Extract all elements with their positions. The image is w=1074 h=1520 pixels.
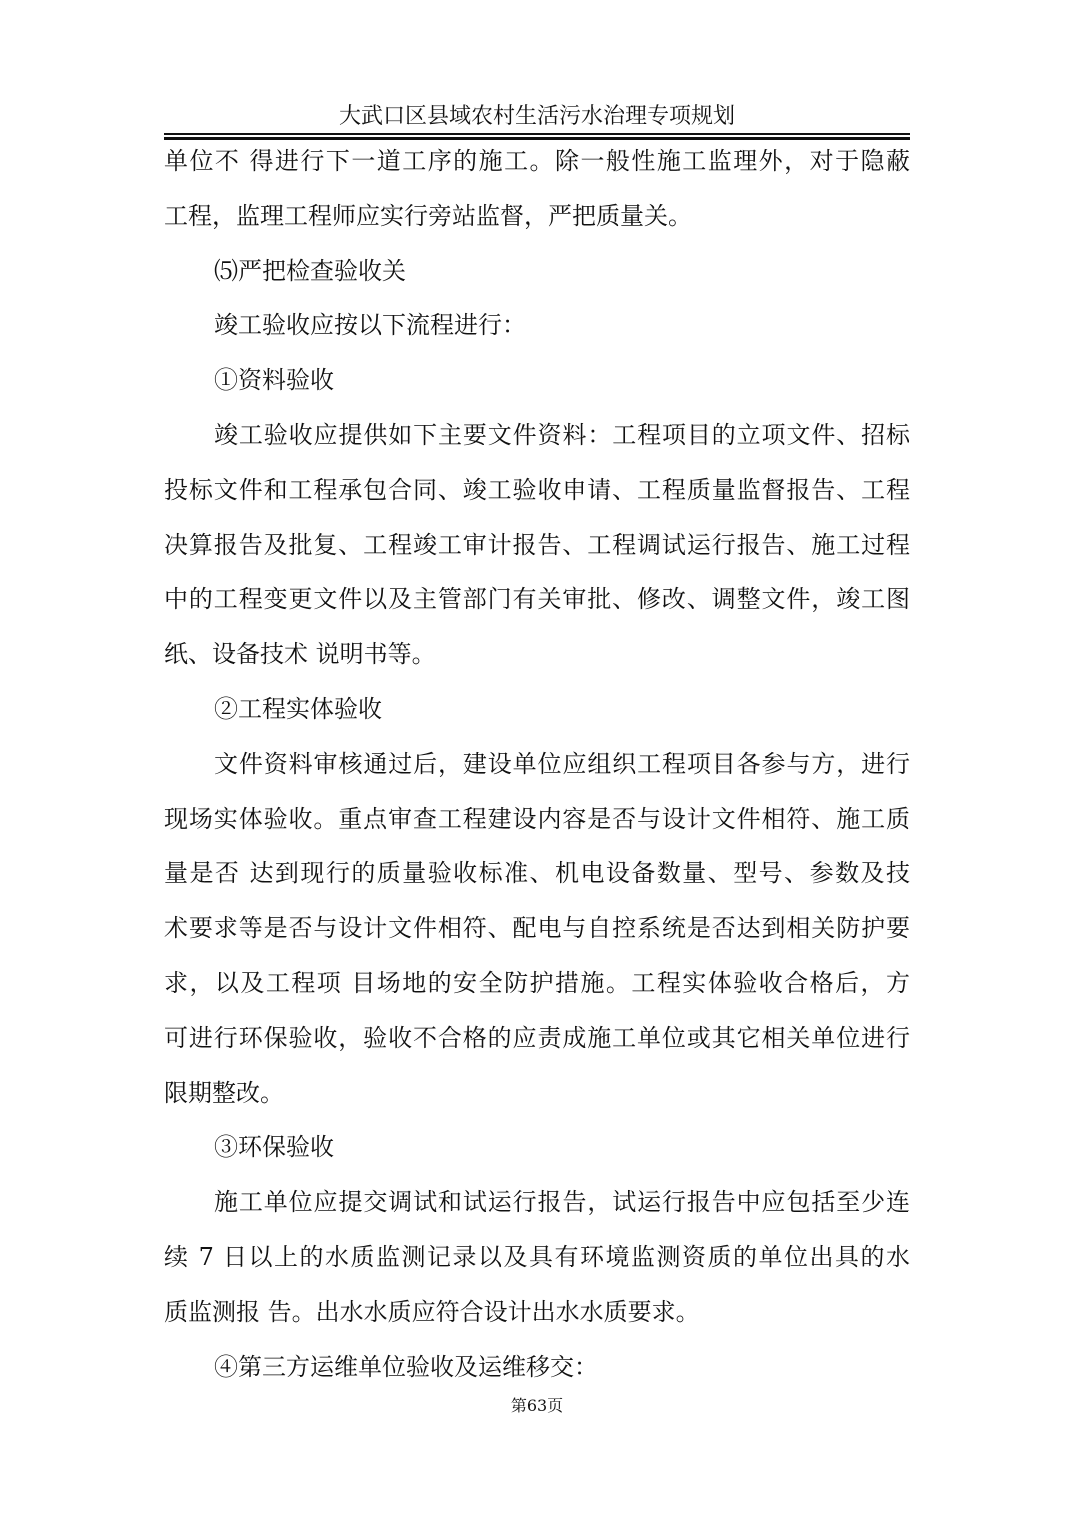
page-number: 第63页 (510, 1396, 564, 1415)
text-line: 投标文件和工程承包合同、竣工验收申请、工程质量监督报告、工程 (164, 475, 910, 504)
text-line: 现场实体验收。重点审查工程建设内容是否与设计文件相符、施工质 (164, 804, 910, 833)
text-line: 限期整改。 (164, 1078, 284, 1107)
text-line: ②工程实体验收 (214, 694, 382, 723)
text-line: 工程，监理工程师应实行旁站监督，严把质量关。 (164, 201, 692, 230)
text-line: 中的工程变更文件以及主管部门有关审批、修改、调整文件，竣工图 (164, 585, 910, 614)
text-line: 质监测报 告。出水水质应符合设计出水水质要求。 (164, 1297, 700, 1326)
text-line: ①资料验收 (214, 366, 334, 395)
text-line: 施工单位应提交调试和试运行报告，试运行报告中应包括至少连 (214, 1188, 910, 1217)
document-body (164, 134, 910, 1394)
text-line: 竣工验收应按以下流程进行： (214, 311, 526, 340)
text-line: 单位不 得进行下一道工序的施工。除一般性施工监理外，对于隐蔽 (164, 147, 910, 175)
text-line: 竣工验收应提供如下主要文件资料：工程项目的立项文件、招标 (214, 420, 910, 449)
text-line: 纸、设备技术 说明书等。 (164, 640, 436, 669)
text-line: 文件资料审核通过后，建设单位应组织工程项目各参与方，进行 (214, 749, 910, 778)
text-line: ⑸严把检查验收关 (214, 256, 406, 285)
text-line: ④第三方运维单位验收及运维移交： (214, 1352, 598, 1381)
text-line: 量是否 达到现行的质量验收标准、机电设备数量、型号、参数及技 (164, 859, 910, 888)
page-header-title: 大武口区县域农村生活污水治理专项规划 (338, 104, 735, 129)
text-line: 术要求等是否与设计文件相符、配电与自控系统是否达到相关防护要 (164, 914, 910, 943)
text-line: 可进行环保验收，验收不合格的应责成施工单位或其它相关单位进行 (164, 1023, 910, 1052)
text-line: 决算报告及批复、工程竣工审计报告、工程调试运行报告、施工过程 (164, 530, 910, 559)
text-line: 续 7 日以上的水质监测记录以及具有环境监测资质的单位出具的水 (164, 1242, 910, 1271)
text-line: ③环保验收 (214, 1133, 334, 1162)
text-line: 求，以及工程项 目场地的安全防护措施。工程实体验收合格后，方 (164, 968, 910, 997)
